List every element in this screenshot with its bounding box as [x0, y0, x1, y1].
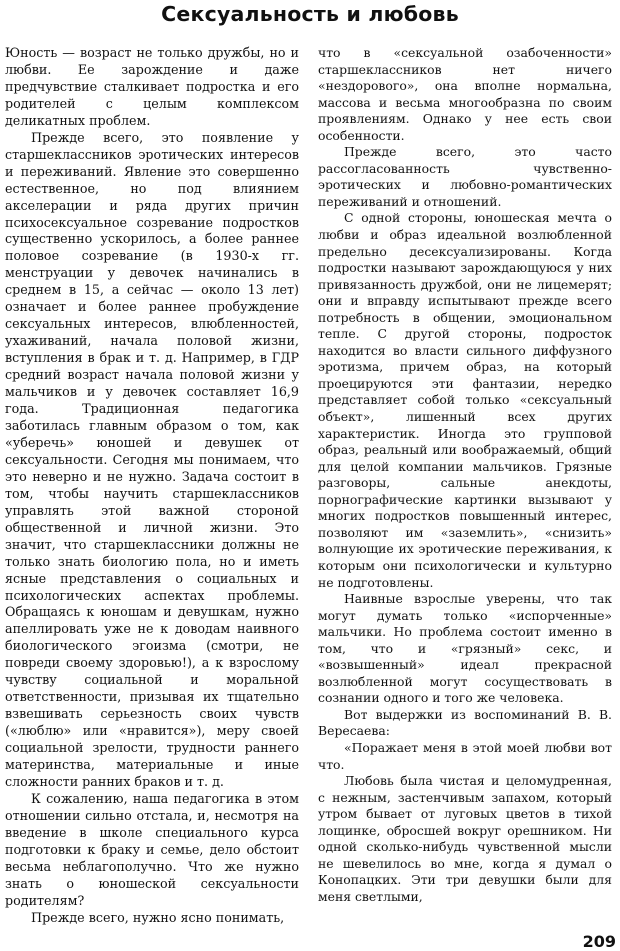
- paragraph: Прежде всего, это появление у старшеклассников эротических интересов и переживаний. Явление это совершенно естественное, но под влиянием акселерации и ряда других причин психосексуальное созревание подростков существенно ускорилось, а более раннее половое созревание (в 1930-х гг. менструации у девочек начинались в среднем в 15, а сейчас — около 13 лет) означает и более раннее пробуждение сексуальных интересов, влюбленностей, ухаживаний, начала половой жизни, вступления в брак и т. д. Например, в ГДР средний возраст начала половой жизни у мальчиков и у девочек составляет 16,9 года. Традиционная педагогика заботилась главным образом о том, как «уберечь» юношей и девушек от сексуальности. Сегодня мы понимаем, что это неверно и не нужно. Задача состоит в том, чтобы научить старшеклассников управлять этой важной стороной общественной и личной жизни. Это значит, что старшеклассники должны не только знать биологию пола, но и иметь ясные представления о социальных и психологических аспектах проблемы. Обращаясь к юношам и девушкам, нужно апеллировать уже не к доводам наивного биологического эгоизма (смотри, не повреди своему здоровью!), а к взрослому чувству социальной и моральной ответственности, призывая их тщательно взвешивать серьезность своих чувств («люблю» или «нравится»), меру своей социальной зрелости, трудности раннего материнства, материальные и иные сложности ранних браков и т. д.: [5, 129, 299, 789]
- paragraph: С одной стороны, юношеская мечта о любви и образ идеальной возлюбленной предельно десексуализированы. Когда подростки называют зарождающуюся у них привязанность дружбой, они не лицемерят; они и вправду испытывают прежде всего потребность в общении, эмоциональном тепле. С другой стороны, подросток находится во власти сильного диффузного эротизма, причем образ, на который проецируются эти фантазии, нередко представляет собой только «сексуальный объект», лишенный всех других характеристик. Иногда это групповой образ, реальный или воображаемый, общий для целой компании мальчиков. Грязные разговоры, сальные анекдоты, порнографические картинки вызывают у многих подростков повышенный интерес, позволяют им «заземлить», «снизить» волнующие их эротические переживания, к которым они психологически и культурно не подготовлены.: [318, 210, 612, 590]
- paragraph: Прежде всего, нужно ясно понимать,: [31, 909, 285, 925]
- paragraph: «Поражает меня в этой моей любви вот что.: [318, 739, 612, 772]
- page-number: 209: [582, 932, 616, 951]
- paragraph: К сожалению, наша педагогика в этом отношении сильно отстала, и, несмотря на введение в школе специального курса подготовки к браку и семье, дело обстоит весьма неблагополучно. Что же нужно знать о юношеской сексуальности родителям?: [5, 790, 299, 908]
- right-column: [318, 45, 612, 905]
- paragraph: Вот выдержки из воспоминаний В. В. Вересаева:: [318, 706, 612, 739]
- paragraph: Юность — возраст не только дружбы, но и любви. Ее зарождение и даже предчувствие сталкивает подростка и его родителей с целым комплексом деликатных проблем.: [5, 45, 299, 128]
- paragraph: Прежде всего, это часто рассогласованность чувственно-эротических и любовно-романтических переживаний и отношений.: [318, 144, 612, 209]
- left-column: [5, 45, 299, 927]
- paragraph: Любовь была чистая и целомудренная, с нежным, застенчивым запахом, который утром бывает от луговых цветов в тихой лощинке, обросшей вокруг орешником. Ни одной сколько-нибудь чувственной мысли не шевелилось во мне, когда я думал о Конопацких. Эти три девушки были для меня светлыми,: [318, 773, 612, 904]
- page-title: Сексуальность и любовь: [161, 2, 459, 26]
- paragraph: что в «сексуальной озабоченности» старшеклассников нет ничего «нездорового», она вполне нормальна, массова и весьма многообразна по своим проявлениям. Однако у нее есть свои особенности.: [318, 45, 612, 143]
- paragraph: Наивные взрослые уверены, что так могут думать только «испорченные» мальчики. Но проблема состоит именно в том, что и «грязный» секс, и «возвышенный» идеал прекрасной возлюбленной могут сосуществовать в сознании одного и того же человека.: [318, 591, 612, 706]
